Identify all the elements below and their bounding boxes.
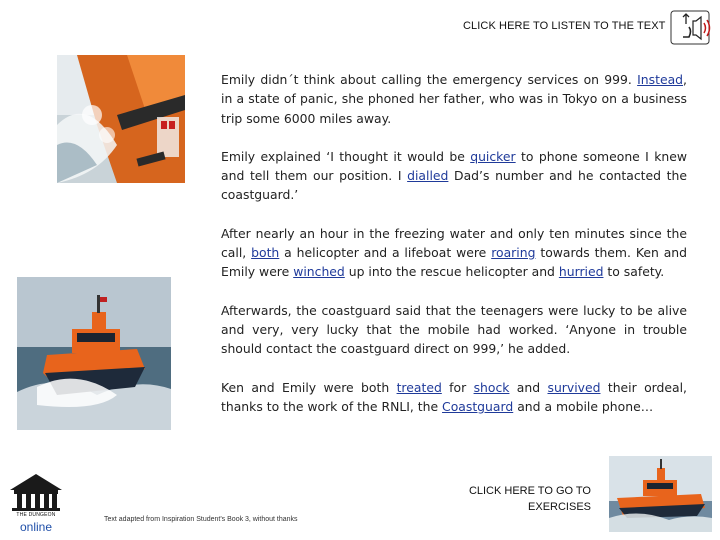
vocab-link-coastguard[interactable]: Coastguard	[442, 398, 514, 414]
vocab-link-roaring[interactable]: roaring	[491, 245, 536, 261]
story-paragraph-1	[221, 70, 687, 128]
story-text-segment: towards them. Ken and Emily were	[221, 245, 688, 280]
dungeon-online-logo	[4, 472, 68, 534]
vocab-link-shock[interactable]: shock	[473, 379, 510, 395]
story-text-segment: their ordeal, thanks to the work of the RNLI, the	[221, 379, 687, 414]
story-text-segment: and	[509, 379, 548, 395]
lifeboat-thumbnail-photo[interactable]	[609, 456, 712, 532]
lifeboat-at-sea-photo	[17, 277, 171, 430]
speaker-icon[interactable]	[669, 9, 717, 47]
vocab-link-both[interactable]: both	[251, 245, 280, 261]
story-text-segment: to safety.	[603, 264, 665, 280]
go-to-exercises-link[interactable]: CLICK HERE TO GO TO EXERCISES	[468, 485, 591, 513]
story-text-segment: up into the rescue helicopter and	[344, 264, 559, 280]
lifeboat-spray-photo	[57, 55, 185, 183]
story-text-segment: After nearly an hour in the freezing water and only ten minutes since the call,	[221, 225, 687, 261]
story-text	[221, 70, 687, 416]
story-text-segment: Dad’s number and he contacted the coastguard.’	[221, 168, 687, 203]
story-text-segment: a helicopter and a lifeboat were	[279, 245, 492, 261]
vocab-link-hurried[interactable]: hurried	[558, 264, 604, 280]
story-paragraph-4	[221, 301, 687, 359]
story-text-segment: to phone someone I knew and tell them our position. I	[221, 148, 687, 184]
vocab-link-quicker[interactable]: quicker	[470, 148, 516, 164]
story-text-segment: Emily explained ‘I thought it would be	[221, 148, 471, 164]
vocab-link-dialled[interactable]: dialled	[407, 168, 449, 184]
logo-online-text: online	[19, 520, 53, 534]
story-paragraph-2	[221, 147, 687, 205]
story-paragraph-3	[221, 224, 687, 282]
vocab-link-survived[interactable]: survived	[547, 379, 601, 395]
vocab-link-instead[interactable]: Instead	[637, 72, 684, 87]
vocab-link-treated[interactable]: treated	[396, 379, 442, 395]
story-text-segment: Ken and Emily were both	[221, 379, 397, 395]
listen-to-text-link[interactable]: CLICK HERE TO LISTEN TO THE TEXT	[463, 20, 666, 32]
story-text-segment: and a mobile phone…	[513, 398, 654, 414]
vocab-link-winched[interactable]: winched	[293, 264, 345, 280]
story-text-segment: Emily didn´t think about calling the emergency services on 999.	[221, 72, 638, 87]
logo-name: THE DUNGEON	[16, 512, 56, 518]
source-credit: Text adapted from Inspiration Student's Book 3, without thanks	[104, 516, 298, 523]
story-text-segment: for	[441, 379, 474, 395]
story-paragraph-5	[221, 378, 687, 417]
story-text-segment: Afterwards, the coastguard said that the teenagers were lucky to be alive and very, very lucky that the mobile had worked. ‘Anyone in trouble should contact the coastguard direct on 999,’ he added.	[221, 302, 687, 357]
story-text-segment: , in a state of panic, she phoned her father, who was in Tokyo on a business trip some 6000 miles away.	[221, 72, 687, 126]
